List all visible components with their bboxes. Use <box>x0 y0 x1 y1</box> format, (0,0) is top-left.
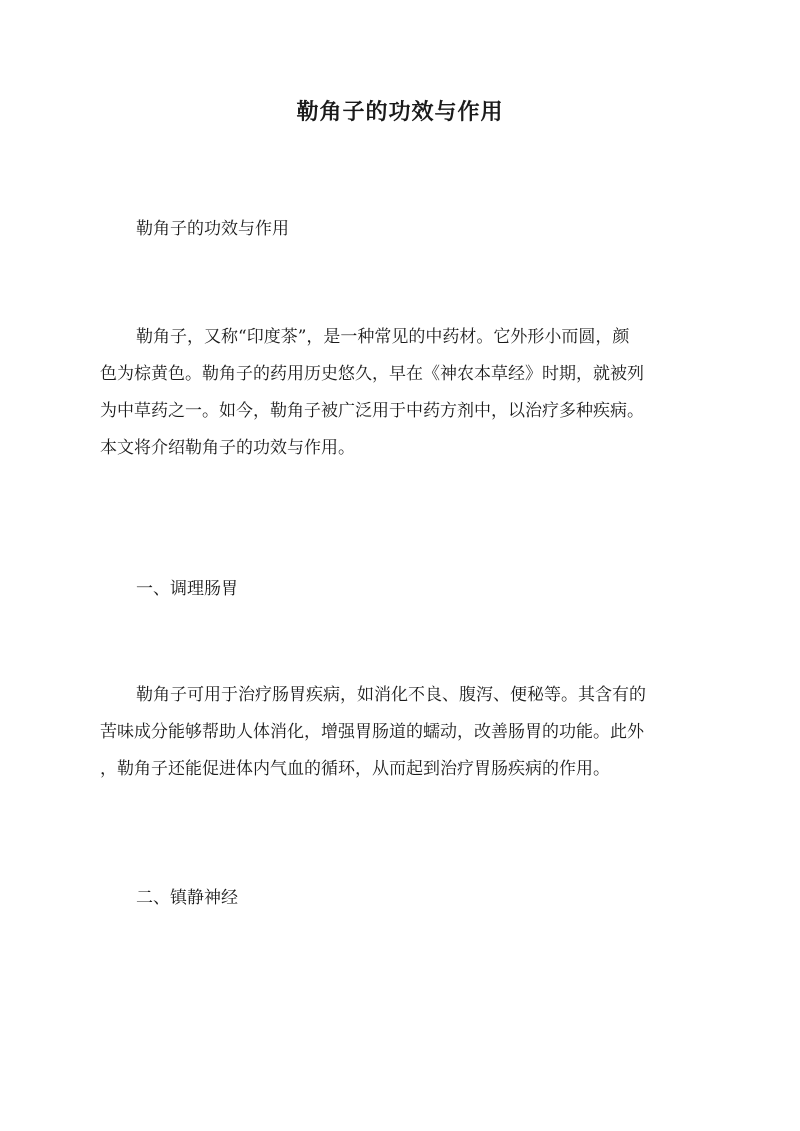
section-1-line: 勒角子可用于治疗肠胃疾病，如消化不良、腹泻、便秘等。其含有的 <box>136 685 646 705</box>
section-1-line: 苦味成分能够帮助人体消化，增强胃肠道的蠕动，改善肠胃的功能。此外 <box>100 722 644 742</box>
intro-line: 为中草药之一。如今，勒角子被广泛用于中药方剂中，以治疗多种疾病。 <box>100 401 644 421</box>
intro-line: 色为棕黄色。勒角子的药用历史悠久，早在《神农本草经》时期，就被列 <box>100 364 644 384</box>
section-1-line: ，勒角子还能促进体内气血的循环，从而起到治疗胃肠疾病的作用。 <box>100 759 610 779</box>
intro-paragraph <box>100 319 700 467</box>
intro-line: 本文将介绍勒角子的功效与作用。 <box>100 438 355 458</box>
document-title: 勒角子的功效与作用 <box>296 99 504 125</box>
subtitle-paragraph: 勒角子的功效与作用 <box>136 219 289 239</box>
section-1-paragraph <box>100 677 700 788</box>
section-heading-2: 二、镇静神经 <box>136 888 238 908</box>
intro-line: 勒角子，又称“印度茶”，是一种常见的中药材。它外形小而圆，颜 <box>136 327 630 347</box>
section-heading-1: 一、调理肠胃 <box>136 579 238 599</box>
